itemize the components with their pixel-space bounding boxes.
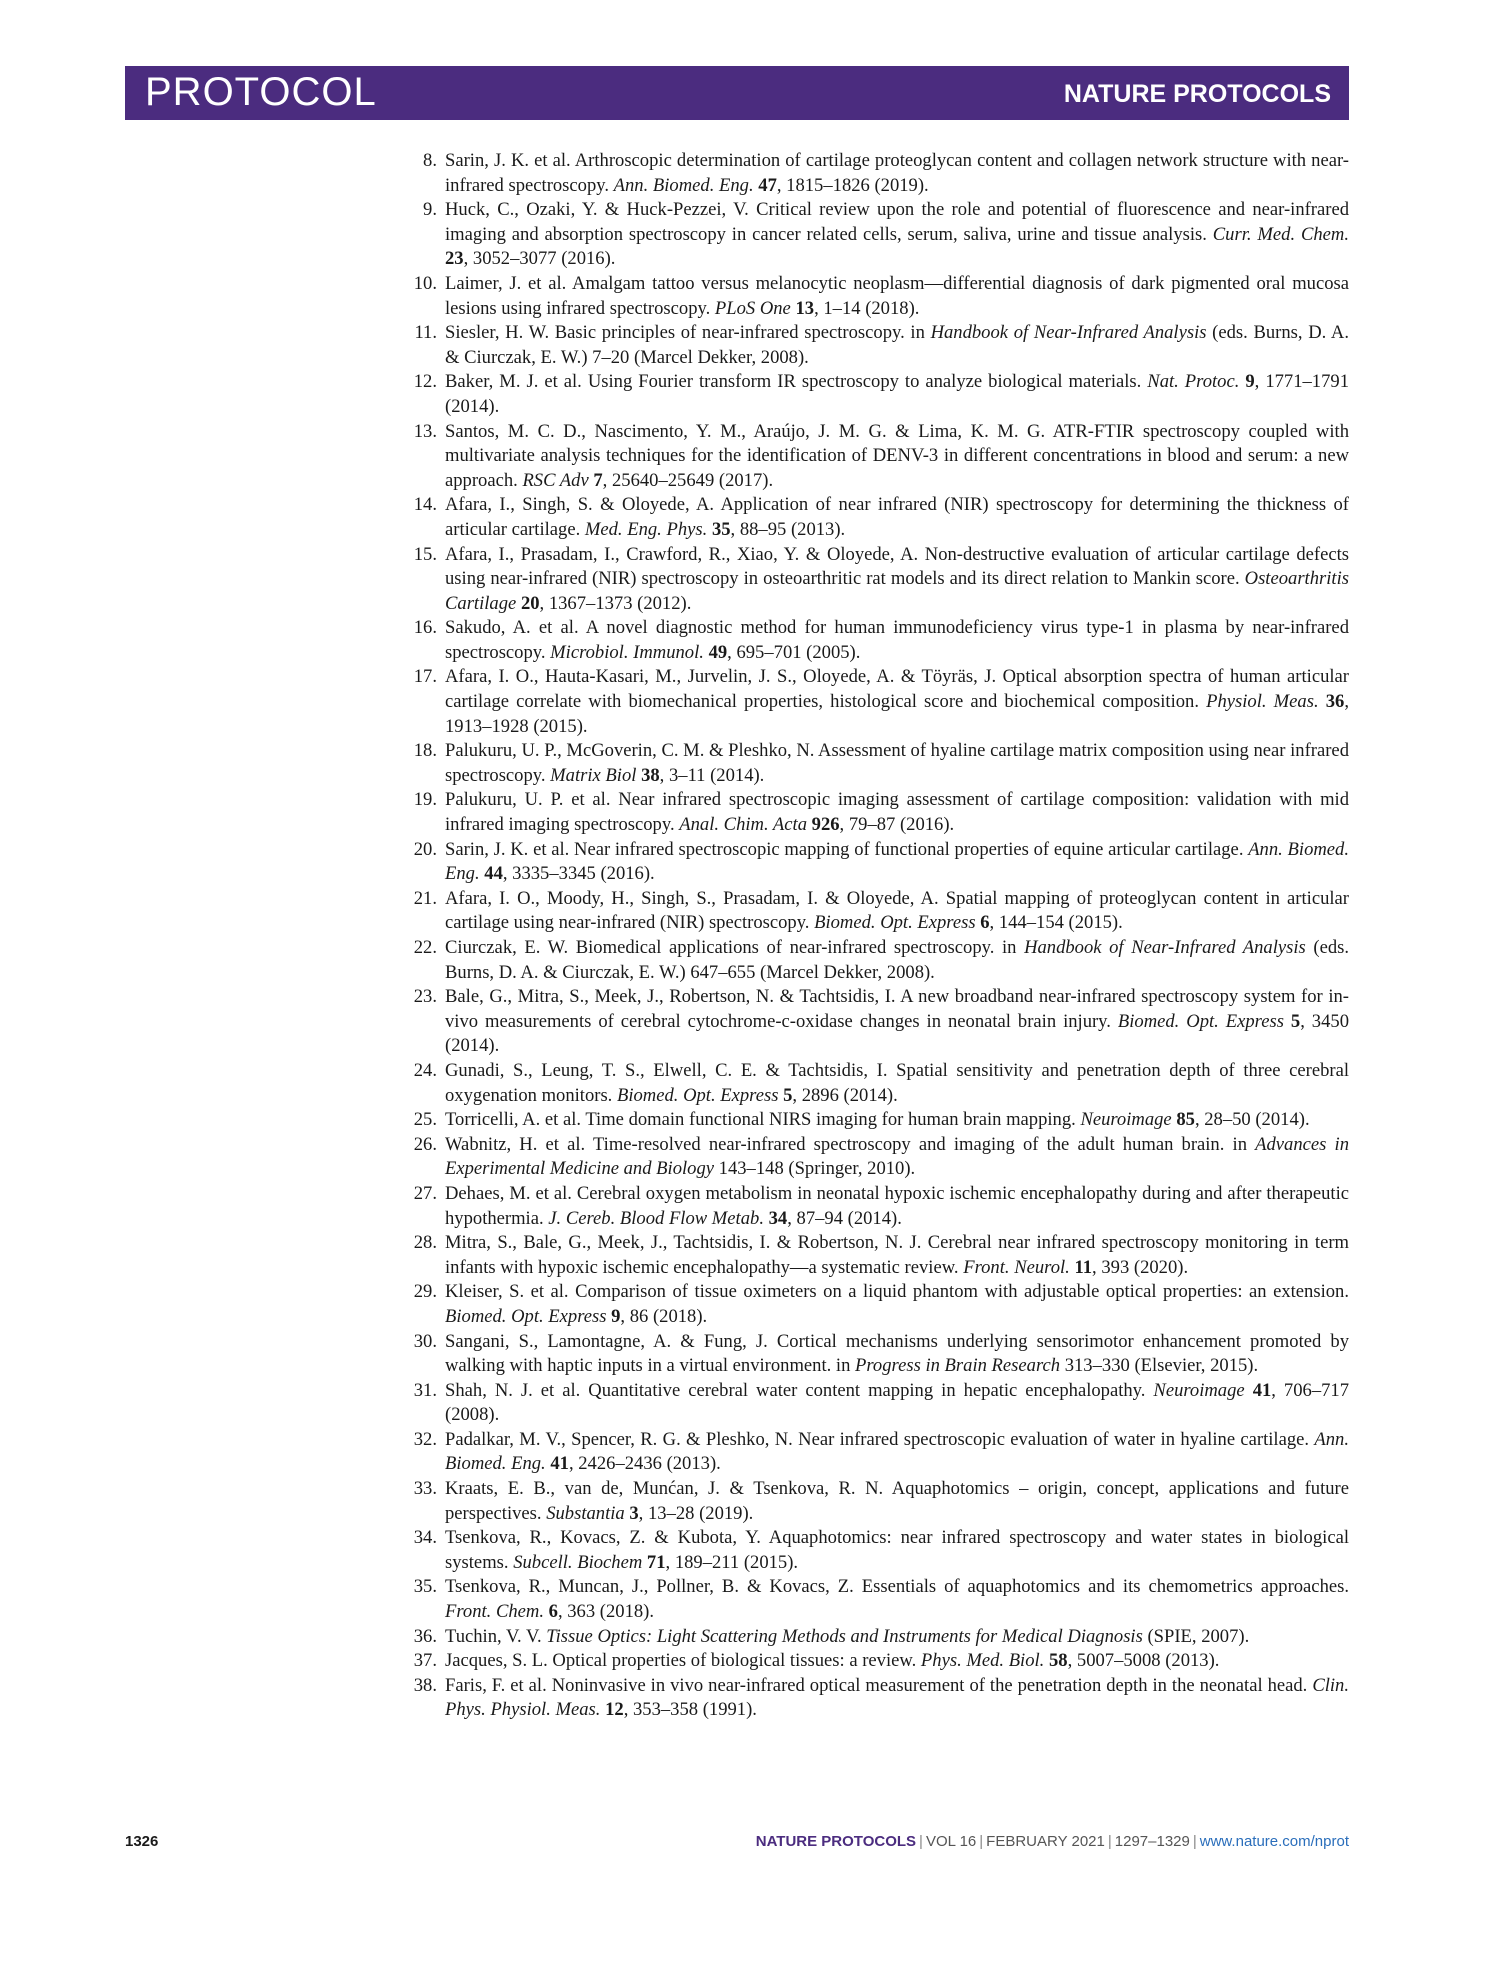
reference-volume: 13 [795, 297, 815, 319]
page-number: 1326 [125, 1833, 159, 1850]
reference-volume: 35 [711, 518, 731, 540]
reference-journal: Microbiol. Immunol. [550, 641, 704, 663]
reference-number: 13. [413, 420, 437, 442]
reference-text: , 363 (2018). [557, 1601, 655, 1623]
reference-number: 38. [413, 1674, 437, 1696]
reference-text: , 25640–25649 (2017). [602, 469, 774, 491]
reference-journal: Phys. Med. Biol. [920, 1650, 1045, 1672]
reference-volume: 6 [548, 1601, 558, 1623]
reference-item [408, 543, 1349, 617]
reference-item [408, 1330, 1349, 1379]
footer-volume: VOL 16 [925, 1833, 977, 1850]
reference-number: 32. [413, 1428, 437, 1450]
reference-number: 10. [413, 272, 437, 294]
reference-text: Kleiser, S. et al. Comparison of tissue oximeters on a liquid phantom with adjustable optical properties: an extension. [445, 1281, 1349, 1303]
reference-item [408, 1575, 1349, 1624]
reference-number: 8. [423, 150, 437, 171]
reference-text: , 5007–5008 (2013). [1067, 1650, 1220, 1672]
reference-journal: Biomed. Opt. Express [616, 1084, 779, 1106]
reference-journal: Anal. Chim. Acta [679, 814, 807, 836]
reference-volume: 5 [783, 1084, 793, 1106]
reference-item [408, 665, 1349, 739]
reference-text [1245, 1380, 1253, 1401]
reference-text [1284, 1011, 1291, 1032]
reference-item [408, 1625, 1349, 1650]
reference-journal: Handbook of Near-Infrared Analysis [1024, 937, 1306, 958]
reference-text: , 2426–2436 (2013). [568, 1453, 721, 1475]
reference-text: (eds. Burns, D. A. & Ciurczak, E. W.) 7–20 (Marcel Dekker, 2008). [445, 322, 1350, 368]
reference-text: Wabnitz, H. et al. Time-resolved near-infrared spectroscopy and imaging of the adult human brain. in [445, 1133, 1256, 1155]
reference-journal: Neuroimage [1153, 1379, 1245, 1401]
reference-text: , 1815–1826 (2019). [776, 174, 929, 196]
footer-date: FEBRUARY 2021 [986, 1833, 1105, 1850]
reference-volume: 41 [550, 1453, 569, 1475]
reference-text: Ciurczak, E. W. Biomedical applications of near-infrared spectroscopy. in [445, 937, 1025, 958]
reference-number: 21. [413, 887, 437, 909]
reference-number: 33. [413, 1478, 437, 1500]
reference-text: , 3–11 (2014). [659, 764, 765, 786]
reference-text: Bale, G., Mitra, S., Meek, J., Robertson, N. & Tachtsidis, I. A new broadband near-infrared spectroscopy system for in-vivo measurements of cerebral cytochrome-c-oxidase changes in neonatal brain injury. [445, 986, 1349, 1032]
reference-text: , 28–50 (2014). [1194, 1109, 1310, 1131]
reference-item [408, 1379, 1349, 1428]
reference-item [408, 1649, 1349, 1674]
reference-volume: 49 [708, 641, 728, 663]
footer-pages: 1297–1329 [1114, 1833, 1190, 1850]
reference-item [408, 198, 1349, 272]
reference-item [408, 985, 1349, 1059]
reference-text: Palukuru, U. P. et al. Near infrared spectroscopic imaging assessment of cartilage composition: validation with mid infrared imaging spectroscopy. [445, 789, 1349, 836]
reference-item [408, 272, 1349, 321]
footer-url-link[interactable]: www.nature.com/nprot [1199, 1833, 1349, 1850]
reference-journal: PLoS One [714, 297, 791, 319]
reference-text: , 88–95 (2013). [730, 518, 846, 540]
reference-volume: 11 [1074, 1256, 1093, 1278]
reference-item [408, 1133, 1349, 1182]
reference-volume: 58 [1049, 1650, 1068, 1672]
reference-item [408, 1059, 1349, 1108]
reference-number: 23. [413, 986, 437, 1008]
reference-journal: Matrix Biol [550, 764, 637, 786]
footer-separator: | [979, 1833, 984, 1850]
reference-volume: 85 [1176, 1109, 1195, 1131]
reference-text: , 706–717 (2008). [445, 1379, 1350, 1426]
reference-text: Padalkar, M. V., Spencer, R. G. & Pleshko, N. Near infrared spectroscopic evaluation of water in hyaline cartilage. [445, 1428, 1315, 1450]
reference-volume: 47 [758, 174, 777, 196]
reference-number: 15. [413, 543, 437, 565]
reference-number: 16. [413, 617, 437, 639]
reference-journal: Tissue Optics: Light Scattering Methods and Instruments for Medical Diagnosis [546, 1625, 1143, 1647]
reference-text: Gunadi, S., Leung, T. S., Elwell, C. E. & Tachtsidis, I. Spatial sensitivity and penetration depth of three cerebral oxygenation monitors. [445, 1059, 1349, 1106]
reference-volume: 5 [1290, 1010, 1301, 1032]
reference-item [408, 887, 1349, 936]
reference-journal: Nat. Protoc. [1147, 371, 1240, 393]
reference-text [1319, 691, 1326, 712]
reference-journal: Front. Chem. [445, 1601, 544, 1623]
reference-journal: Curr. Med. Chem. [1212, 223, 1349, 245]
reference-text: Tsenkova, R., Muncan, J., Pollner, B. & Kovacs, Z. Essentials of aquaphotomics and its chemometrics approaches. [445, 1576, 1349, 1598]
reference-item [408, 936, 1349, 985]
reference-text: (SPIE, 2007). [1142, 1625, 1250, 1647]
reference-journal: Osteoarthritis Cartilage [445, 568, 1349, 614]
reference-text: Huck, C., Ozaki, Y. & Huck-Pezzei, V. Critical review upon the role and potential of fluorescence and near-infrared imaging and absorption spectroscopy in cancer related cells, serum, saliva, urine and tissue analysis. [445, 199, 1349, 245]
reference-text: , 1367–1373 (2012). [539, 592, 692, 614]
reference-journal: Neuroimage [1080, 1109, 1172, 1131]
reference-text: Afara, I., Prasadam, I., Crawford, R., Xiao, Y. & Oloyede, A. Non-destructive evaluation of articular cartilage defects using near-infrared (NIR) spectroscopy in osteoarthritic rat models and its direct relation to Mankin score. [445, 543, 1349, 590]
reference-number: 35. [413, 1576, 437, 1598]
reference-text: Faris, F. et al. Noninvasive in vivo near-infrared optical measurement of the penetration depth in the neonatal head. [445, 1674, 1313, 1696]
reference-text: Tuchin, V. V. [445, 1625, 547, 1647]
reference-journal: Med. Eng. Phys. [584, 518, 708, 540]
reference-text: Siesler, H. W. Basic principles of near-infrared spectroscopy. in [445, 322, 931, 344]
reference-journal: Ann. Biomed. Eng. [445, 838, 1349, 885]
reference-number: 26. [413, 1133, 437, 1155]
reference-journal: Biomed. Opt. Express [1117, 1010, 1284, 1032]
reference-number: 25. [413, 1109, 437, 1131]
reference-item [408, 1526, 1349, 1575]
reference-text: , 1–14 (2018). [814, 297, 920, 319]
reference-journal: Advances in Experimental Medicine and Biology [445, 1133, 1349, 1180]
reference-journal: Substantia [546, 1502, 625, 1524]
reference-journal: Biomed. Opt. Express [814, 912, 976, 934]
reference-volume: 9 [611, 1305, 621, 1327]
reference-text: Mitra, S., Bale, G., Meek, J., Tachtsidis, I. & Robertson, N. J. Cerebral near infrared spectroscopy monitoring in term infants with hypoxic ischemic encephalopathy—a systematic review. [445, 1232, 1349, 1278]
reference-item [408, 1108, 1349, 1133]
reference-number: 20. [413, 838, 437, 860]
reference-text: Sarin, J. K. et al. Near infrared spectroscopic mapping of functional properties of equine articular cartilage. [445, 838, 1249, 860]
reference-list [408, 149, 1349, 1723]
reference-text: , 3450 (2014). [445, 1010, 1349, 1057]
reference-number: 9. [423, 199, 437, 221]
reference-number: 18. [413, 740, 437, 762]
header-banner [125, 66, 1349, 120]
reference-text: , 353–358 (1991). [623, 1699, 757, 1721]
reference-text: Sarin, J. K. et al. Arthroscopic determination of cartilage proteoglycan content and collagen network structure with near-infrared spectroscopy. [445, 150, 1349, 196]
reference-text: , 87–94 (2014). [787, 1207, 902, 1229]
reference-item [408, 1674, 1349, 1723]
reference-journal: Front. Neurol. [963, 1256, 1070, 1278]
reference-journal: Ann. Biomed. Eng. [445, 1428, 1349, 1475]
reference-text: Santos, M. C. D., Nascimento, Y. M., Araújo, J. M. G. & Lima, K. M. G. ATR-FTIR spectroscopy coupled with multivariate analysis techniques for the identification of DENV-3 in different concentrations in blood and serum: a new approach. [445, 420, 1349, 491]
reference-item [408, 149, 1349, 198]
reference-text: , 3335–3345 (2016). [502, 863, 655, 885]
reference-number: 17. [413, 666, 437, 688]
reference-journal: Biomed. Opt. Express [445, 1305, 607, 1327]
reference-text: Torricelli, A. et al. Time domain functional NIRS imaging for human brain mapping. [445, 1109, 1081, 1131]
reference-text: (eds. Burns, D. A. & Ciurczak, E. W.) 647–655 (Marcel Dekker, 2008). [445, 937, 1349, 983]
reference-text: , 2896 (2014). [792, 1084, 898, 1106]
reference-number: 29. [413, 1281, 437, 1303]
reference-volume: 6 [980, 912, 990, 934]
reference-number: 30. [413, 1330, 437, 1352]
reference-item [408, 788, 1349, 837]
reference-volume: 23 [445, 248, 464, 270]
reference-number: 37. [413, 1650, 437, 1672]
reference-text: , 695–701 (2005). [727, 641, 861, 663]
reference-text: 313–330 (Elsevier, 2015). [1060, 1355, 1259, 1377]
reference-number: 27. [413, 1182, 437, 1204]
reference-number: 19. [413, 789, 437, 811]
reference-text: , 3052–3077 (2016). [463, 248, 616, 270]
reference-number: 34. [413, 1527, 437, 1549]
reference-text: Jacques, S. L. Optical properties of biological tissues: a review. [445, 1650, 921, 1672]
reference-volume: 44 [484, 863, 503, 885]
reference-volume: 7 [593, 469, 603, 491]
reference-item [408, 1182, 1349, 1231]
reference-text: Baker, M. J. et al. Using Fourier transform IR spectroscopy to analyze biological materials. [445, 371, 1148, 393]
reference-text: , 79–87 (2016). [839, 814, 955, 836]
reference-journal: Clin. Phys. Physiol. Meas. [445, 1674, 1349, 1721]
footer-separator: | [1192, 1833, 1197, 1850]
reference-text: Palukuru, U. P., McGoverin, C. M. & Pleshko, N. Assessment of hyaline cartilage matrix composition using near infrared spectroscopy. [445, 740, 1349, 786]
reference-text: , 393 (2020). [1092, 1256, 1189, 1278]
reference-number: 31. [413, 1379, 437, 1401]
reference-number: 36. [413, 1625, 437, 1647]
reference-item [408, 321, 1349, 370]
reference-text: Laimer, J. et al. Amalgam tattoo versus melanocytic neoplasm—differential diagnosis of dark pigmented oral mucosa lesions using infrared spectroscopy. [445, 272, 1349, 319]
reference-item [408, 616, 1349, 665]
reference-journal: Physiol. Meas. [1206, 691, 1319, 713]
reference-number: 14. [413, 494, 437, 516]
reference-text: Kraats, E. B., van de, Munćan, J. & Tsenkova, R. N. Aquaphotomics – origin, concept, applications and future perspectives. [445, 1478, 1349, 1524]
reference-number: 24. [413, 1059, 437, 1081]
footer-separator: | [1107, 1833, 1112, 1850]
footer-separator: | [919, 1833, 923, 1850]
reference-text: , 86 (2018). [620, 1305, 708, 1327]
reference-number: 11. [414, 322, 437, 344]
reference-text: Afara, I. O., Moody, H., Singh, S., Prasadam, I. & Oloyede, A. Spatial mapping of proteoglycan content in articular cartilage using near-infrared (NIR) spectroscopy. [445, 887, 1349, 934]
reference-text: Shah, N. J. et al. Quantitative cerebral water content mapping in hepatic encephalopathy. [445, 1379, 1154, 1401]
reference-volume: 926 [811, 814, 840, 836]
reference-journal: Handbook of Near-Infrared Analysis [930, 322, 1207, 344]
reference-text: , 1913–1928 (2015). [445, 691, 1349, 737]
reference-journal: Subcell. Biochem [513, 1551, 643, 1573]
reference-item [408, 1477, 1349, 1526]
reference-item [408, 1231, 1349, 1280]
reference-text: Afara, I., Singh, S. & Oloyede, A. Application of near infrared (NIR) spectroscopy for determining the thickness of articular cartilage. [445, 494, 1349, 540]
reference-volume: 41 [1252, 1379, 1272, 1401]
reference-volume: 38 [641, 764, 660, 786]
reference-text: , 189–211 (2015). [665, 1551, 799, 1573]
reference-volume: 3 [629, 1502, 639, 1524]
footer-info [756, 1833, 1349, 1850]
reference-volume: 20 [520, 592, 540, 614]
reference-journal: Ann. Biomed. Eng. [613, 174, 754, 196]
reference-item [408, 1428, 1349, 1477]
reference-item [408, 739, 1349, 788]
reference-journal: Progress in Brain Research [855, 1355, 1061, 1377]
reference-number: 22. [413, 937, 437, 958]
section-label: PROTOCOL [145, 70, 377, 114]
reference-text: 143–148 (Springer, 2010). [714, 1158, 916, 1180]
reference-item [408, 370, 1349, 419]
reference-journal: J. Cereb. Blood Flow Metab. [548, 1207, 764, 1229]
reference-volume: 9 [1245, 371, 1255, 393]
reference-text: Sangani, S., Lamontagne, A. & Fung, J. Cortical mechanisms underlying sensorimotor enhancement promoted by walking with haptic inputs in a virtual environment. in [445, 1330, 1349, 1377]
footer-journal: NATURE PROTOCOLS [755, 1833, 917, 1850]
reference-number: 28. [413, 1232, 437, 1254]
reference-text: Afara, I. O., Hauta-Kasari, M., Jurvelin, J. S., Oloyede, A. & Töyräs, J. Optical absorption spectra of human articular cartilage correlate with biomechanical properties, histological score and biochemical composition. [445, 666, 1349, 713]
reference-volume: 12 [605, 1699, 624, 1721]
reference-text: , 144–154 (2015). [989, 912, 1123, 934]
reference-journal: RSC Adv [522, 469, 589, 491]
reference-text: , 13–28 (2019). [638, 1502, 754, 1524]
reference-item [408, 838, 1349, 887]
reference-item [408, 493, 1349, 542]
reference-item [408, 1280, 1349, 1329]
reference-text: Dehaes, M. et al. Cerebral oxygen metabolism in neonatal hypoxic ischemic encephalopathy during and after therapeutic hypothermia. [445, 1182, 1349, 1229]
reference-text: , 1771–1791 (2014). [445, 371, 1349, 417]
reference-volume: 36 [1325, 691, 1345, 713]
reference-number: 12. [413, 371, 437, 393]
reference-volume: 34 [768, 1207, 788, 1229]
reference-text: Tsenkova, R., Kovacs, Z. & Kubota, Y. Aquaphotomics: near infrared spectroscopy and water states in biological systems. [445, 1527, 1349, 1573]
journal-name: NATURE PROTOCOLS [1063, 80, 1331, 108]
reference-volume: 71 [646, 1551, 666, 1573]
reference-item [408, 420, 1349, 494]
reference-text: Sakudo, A. et al. A novel diagnostic method for human immunodeficiency virus type-1 in plasma by near-infrared spectroscopy. [445, 617, 1349, 663]
